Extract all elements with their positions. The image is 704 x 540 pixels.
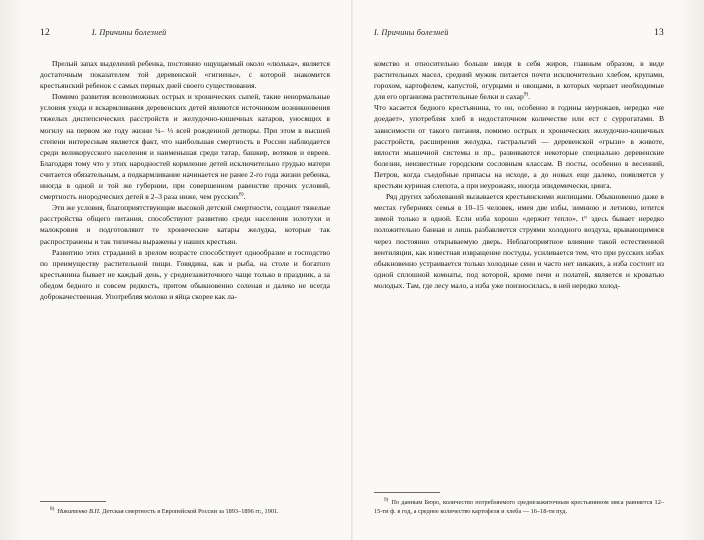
- paragraph: Эти же условия, благоприятствующие высокой детской смертности, создают тяжелые расстройства общего питания, способствуют развитию среди населения золотухи и малокровия и подготовляют те хронические катары желудка, которые так распространены и так типичны выражены у наших крестьян.: [40, 203, 330, 246]
- page-gutter-shadow: [351, 0, 353, 540]
- right-running-header: [374, 28, 664, 42]
- footnote: [374, 498, 664, 516]
- footnote-divider: [374, 492, 440, 493]
- footnote-text: По данным Бюро, количество потребляемого среднезажиточным крестьянином мяса равняется 12–15-ти ф. в год, а среднее количество картофеля и хлеба — 16–18-ти пуд.: [374, 498, 664, 515]
- footnote-text: Детская смертность в Европейской России за 1893–1896 гг., 1901.: [102, 507, 279, 515]
- footnote-author: Никитенко В.П.: [57, 507, 101, 515]
- left-running-header: [40, 28, 330, 42]
- right-page-number: 13: [654, 28, 664, 38]
- right-page: [352, 0, 704, 540]
- paragraph: Помимо развития всевозможных острых и хронических сыпей, такие ненормальные условия ухода и вскармливания деревенских детей являются источником возникновения тяжелых диспепсических расстройств и желудочно-кишечных катаров, уносящих в могилу на первом же году жизни ¼– ⅓ всей рожденной детворы. При этом в высшей степени интересным является факт, что наибольшая смертность в России наблюдается среди великорусского населения и наименьшая среди татар, башкир, вотяков и евреев. Благодаря тому что у этих народностей кормление детей исключительно грудью матери считается обязательным, а подкармливание начинается не ранее 2-го года жизни ребенка, иногда в одной и той же губернии, при совершенном равенстве прочих условий, смертность инородческих детей в 2–3 раза ниже, чем русских$^{8)}$.: [40, 92, 330, 202]
- left-page-number: 12: [40, 28, 50, 38]
- left-running-title: I. Причины болезней: [91, 28, 167, 37]
- footnote-marker: 8): [50, 505, 55, 512]
- paragraph: Ряд других заболеваний вызывается крестьянскими жилищами. Обыкновенно даже в местах губерниях семья в 10–15 человек, имея две избы, зимнюю и летнюю, ютится зимой только в одной. Если изба хорошо «держит тепло», t° здесь бывает нередко положительно банная и лишь разбавляется струями холодного воздуха, врывающимися через постоянно открываемую дверь. Неблагоприятное влияние такой естественной вентиляции, как известная извращение постуды, усиливается тем, что при русских избах обыкновенно устраивается только холодные сени и часто нет никаких, а изба состоит из одной сплошной комнаты, под которой, кроме печи и полатей, является и кроватью молодых. Там, где лесу мало, а изба уже поизносилась, в ней нередко холод-: [374, 192, 664, 290]
- left-footnote-area: [40, 501, 330, 516]
- paragraph: Развитию этих страданий в зрелом возрасте способствует однообразие и господство по преимуществу растительной пищи. Говядина, как и рыба, на столе и богатого крестьянина бывает не каждый день, у среднезажиточного чаще только в праздник, а за обедом бедного и совсем редкость, притом обыкновенно соленая и далеко не всегда доброкачественная. Употребляя молоко и яйца скорее как ла-: [40, 247, 330, 301]
- right-running-title: I. Причины болезней: [374, 28, 449, 37]
- footnote: [40, 507, 330, 516]
- right-footnote-area: [374, 492, 664, 516]
- paragraph-text: Помимо развития всевозможных острых и хронических сыпей, такие ненормальные условия ухода и вскармливания деревенских детей являются источником возникновения тяжелых диспепсических расстройств и желудочно-кишечных катаров, уносящих в могилу на первом же году жизни ¼– ⅓ всей рожденной детворы. При этом в высшей степени интересным является факт, что наибольшая смертность в России наблюдается среди великорусского населения и наименьшая среди татар, башкир, вотяков и евреев. Благодаря тому что у этих народностей кормление детей исключительно грудью матери считается обязательным, а подкармливание начинается не ранее 2-го года жизни ребенка, иногда в одной и той же губернии, при совершенном равенстве прочих условий, смертность инородческих детей в 2–3 раза ниже, чем русских: [40, 92, 330, 202]
- paragraph: Прелый запах выделений ребенка, постоянно ощущаемый около «люлька», является достаточным показателем той деревенской «гигиены», с которой знакомится крестьянский ребенок с самых первых дней своего существования.: [40, 59, 330, 91]
- right-page-body: [374, 58, 664, 291]
- footnote-reference[interactable]: 9): [523, 91, 529, 98]
- footnote-divider: [40, 501, 106, 502]
- left-page-body: [40, 58, 330, 302]
- footnote-marker: 9): [384, 496, 389, 503]
- paragraph: комство и относительно больше вводя в себя жиров, главным образом, в виде растительных масел, средний мужик питается почти исключительно хлебом, крупами, горохом, картофелем, капустой, огурцами и овощами, в которых черпает необходимые для его организма растительные белки и сахар$^{9)}$.: [374, 59, 664, 102]
- footnote-reference[interactable]: 8): [239, 191, 244, 198]
- paragraph: Что касается бедного крестьянина, то он, особенно в годины неурожаев, нередко «не доедает», употребляя хлеб в недостаточном количестве или ест с суррогатами. В зависимости от такого питания, помимо острых и хронических желудочно-кишечных расстройств, расширения желудка, гастральгий — деревенской «грызи» в животе, вялости мышечной системы и пр., развиваются некоторые специально деревенские болезни, неизвестные городским сословным классам. В посты, особенно в весенний, Петров, когда съедобные припасы на исходе, а до новых еще далеко, появляется у крестьян куриная слепота, а при неурожаях, иногда эпидемически, цинга.: [374, 103, 664, 191]
- paragraph-text: комство и относительно больше вводя в себя жиров, главным образом, в виде растительных масел, средний мужик питается почти исключительно хлебом, крупами, горохом, картофелем, капустой, огурцами и овощами, в которых черпает необходимые для его организма растительные белки и сахар: [374, 59, 664, 102]
